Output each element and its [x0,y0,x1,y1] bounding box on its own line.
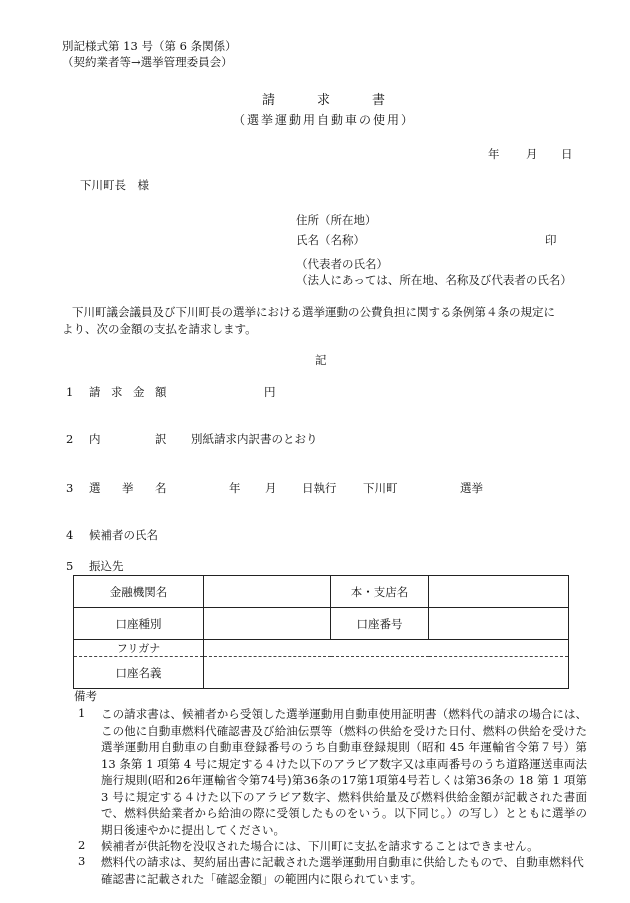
bank-account-table [73,575,569,689]
item-1-char-1: 請 [89,385,101,399]
ki-heading: 記 [315,353,327,367]
item-2-label-b: 訳 [155,432,167,446]
item-1-char-2: 求 [111,385,123,399]
note-3-text: 燃料代の請求は、契約届出書に記載された選挙運動用自動車に供給したもので、自動車燃料代確認書に記載された「確認金額」の範囲内に限られています。 [101,855,584,886]
seal-mark: 印 [545,233,557,247]
item-3-election: 選挙 [460,481,483,495]
addressee: 下川町長 様 [80,178,149,192]
item-3-char-1: 選 [89,481,101,495]
title-subtitle: （選挙運動用自動車の使用） [233,113,416,127]
item-3-year: 年 [229,481,241,495]
title-char-3: 書 [372,93,386,108]
account-number-value[interactable] [429,608,569,640]
representative-label: （代表者の氏名） [296,257,388,271]
note-2-number: 2 [78,838,86,852]
item-4-label: 候補者の氏名 [89,528,158,542]
item-3-day-exec: 日執行 [302,481,337,495]
title-char-1: 請 [262,93,276,108]
address-label: 住所（所在地） [296,213,377,227]
item-1-unit: 円 [264,385,276,399]
date-month: 月 [526,147,538,161]
item-1-char-3: 金 [133,385,145,399]
item-3-month: 月 [265,481,277,495]
note-1-text: この請求書は、候補者から受領した選挙運動用自動車使用証明書（燃料代の請求の場合には、この他に自動車燃料代確認書及び給油伝票等（燃料の供給を受けた日付、燃料の供給を受けた選挙運動用自動車の自動車登録番号のうち自動車登録規則（昭和 45 年運輸省令第７号）第 13 条第 1 項第 4 号に規定する４けた以下のアラビア数字又は車両番号のうち道路運送車両法施行規則(昭和26年運輸省令第74号)第36条の17第1項第4号若しくは第36条の 18 第 1 項第 3 号に規定する４けた以下のアラビア数字、燃料供給量及び燃料供給金額が記載された書面で、燃料供給業者から給油の際に受領したものをいう。以下同じ。）の写し）とともに選挙の期日後速やかに提出してください。 [101,707,587,837]
account-type-label: 口座種別 [74,608,204,640]
name-label: 氏名（名称） [296,233,365,247]
date-year: 年 [488,147,500,161]
account-name-value[interactable] [204,657,569,689]
furigana-value[interactable] [204,640,569,657]
body-text-line-2: より、次の金額の支払を請求します。 [62,322,257,336]
account-name-label: 口座名義 [74,657,204,689]
account-type-value[interactable] [204,608,331,640]
item-4-number: 4 [66,528,74,542]
note-3-number: 3 [78,854,86,868]
route-note: （契約業者等→選挙管理委員会） [62,55,233,69]
body-text-line-1: 下川町議会議員及び下川町長の選挙における選挙運動の公費負担に関する条例第４条の規定に [72,305,555,319]
note-1-number: 1 [78,706,86,720]
item-2-label-a: 内 [89,432,101,446]
item-3-number: 3 [66,481,74,495]
bank-branch-label: 本・支店名 [331,576,429,608]
bank-institution-label: 金融機関名 [74,576,204,608]
item-5-number: 5 [66,559,74,573]
note-2-text: 候補者が供託物を没収された場合には、下川町に支払を請求することはできません。 [101,839,539,853]
item-1-number: 1 [66,385,74,399]
item-5-label: 振込先 [89,559,124,573]
item-3-char-2: 挙 [122,481,134,495]
bank-branch-value[interactable] [429,576,569,608]
date-day: 日 [561,147,573,161]
corporation-note: （法人にあっては、所在地、名称及び代表者の氏名） [296,273,572,287]
notes-heading: 備考 [74,689,97,703]
form-number: 別記様式第 13 号（第 6 条関係） [62,39,237,53]
item-2-number: 2 [66,432,74,446]
item-1-char-4: 額 [155,385,167,399]
item-2-value: 別紙請求内訳書のとおり [191,432,318,446]
furigana-label: フリガナ [74,640,204,657]
title-char-2: 求 [317,93,331,108]
item-3-char-3: 名 [155,481,167,495]
account-number-label: 口座番号 [331,608,429,640]
item-3-town: 下川町 [363,481,398,495]
bank-institution-value[interactable] [204,576,331,608]
